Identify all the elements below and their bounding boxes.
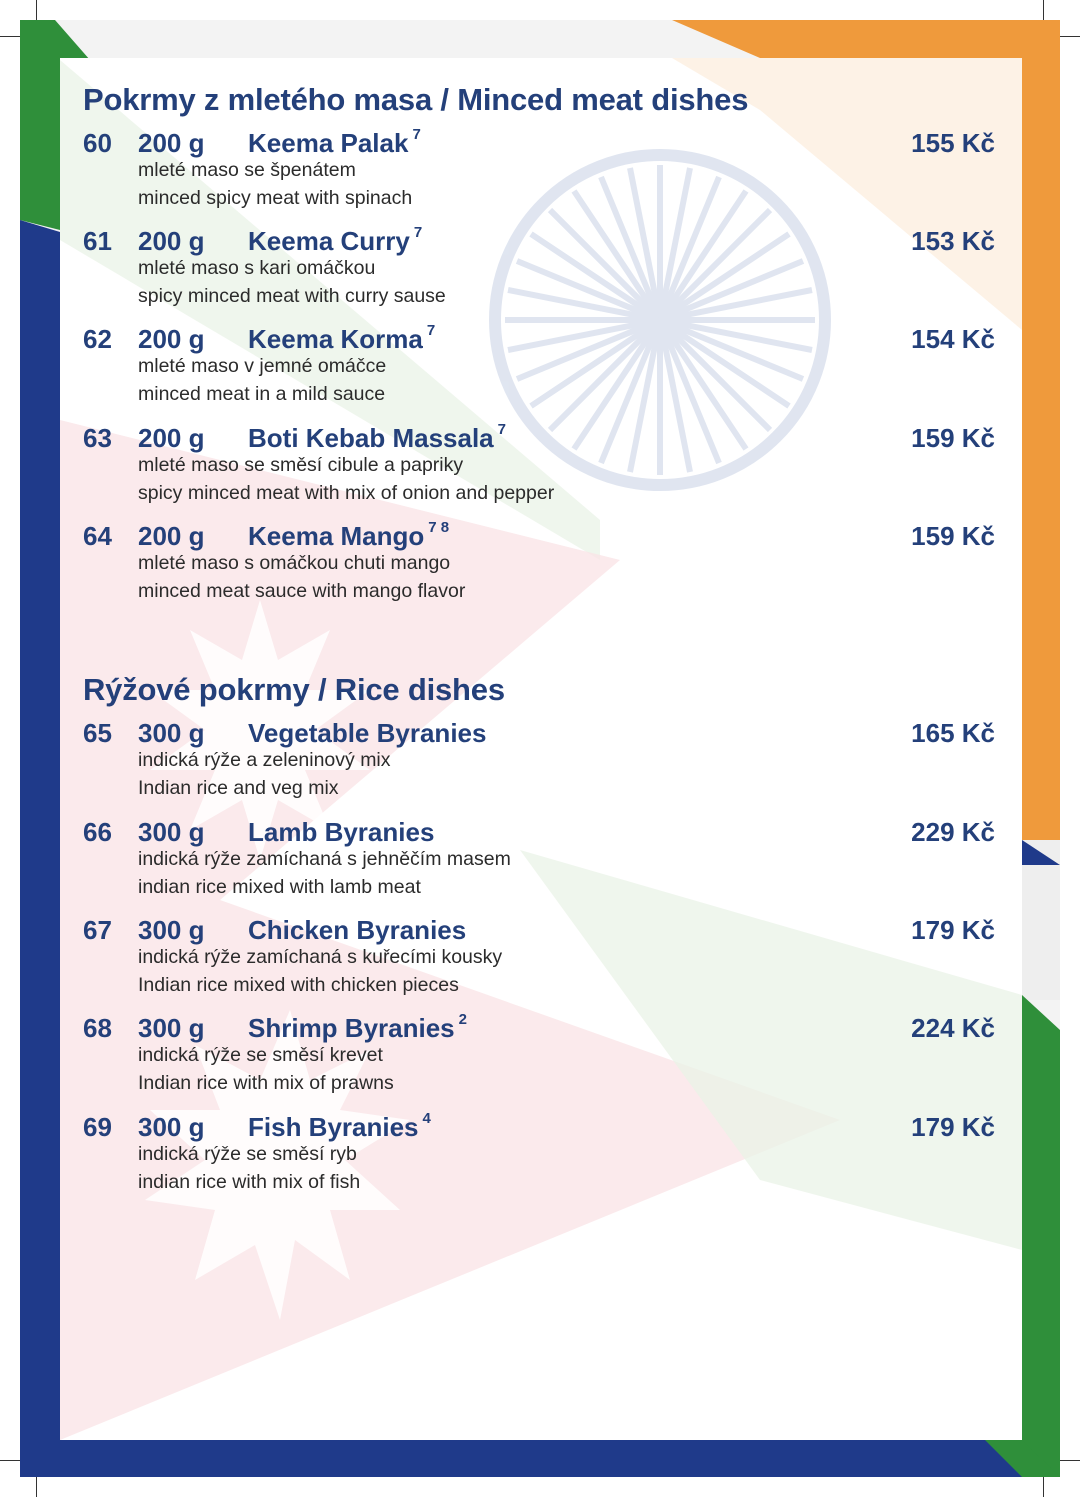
item-desc-en: minced meat in a mild sauce bbox=[138, 383, 386, 405]
item-allergens: 4 bbox=[422, 1110, 431, 1127]
item-weight: 300 g bbox=[138, 1112, 205, 1142]
item-allergens: 7 8 bbox=[428, 519, 450, 536]
item-desc-en: minced spicy meat with spinach bbox=[138, 187, 413, 209]
item-number: 62 bbox=[83, 324, 112, 354]
item-desc-en: Indian rice mixed with chicken pieces bbox=[138, 974, 459, 996]
item-number: 61 bbox=[83, 226, 112, 256]
item-name: Boti Kebab Massala $^7$ bbox=[248, 421, 506, 453]
item-price: 224 Kč bbox=[911, 1013, 995, 1043]
item-number: 68 bbox=[83, 1013, 112, 1043]
item-weight: 200 g bbox=[138, 423, 205, 453]
item-name: Keema Curry $^7$ bbox=[248, 224, 423, 256]
item-desc-cz: mleté maso se směsí cibule a papriky bbox=[138, 454, 464, 476]
item-desc-en: Indian rice and veg mix bbox=[138, 777, 339, 799]
item-allergens: 7 bbox=[413, 224, 423, 241]
item-desc-cz: indická rýže a zeleninový mix bbox=[138, 749, 391, 771]
item-weight: 300 g bbox=[138, 817, 205, 847]
item-weight: 300 g bbox=[138, 718, 205, 748]
item-number: 64 bbox=[83, 521, 112, 551]
item-weight: 200 g bbox=[138, 226, 205, 256]
item-price: 155 Kč bbox=[911, 128, 995, 158]
item-price: 159 Kč bbox=[911, 521, 995, 551]
item-weight: 300 g bbox=[138, 915, 205, 945]
item-desc-cz: indická rýže zamíchaná s jehněčím masem bbox=[138, 848, 511, 870]
item-name: Keema Korma $^7$ bbox=[248, 322, 436, 354]
item-desc-cz: indická rýže se směsí ryb bbox=[138, 1143, 357, 1165]
item-desc-en: minced meat sauce with mango flavor bbox=[138, 580, 466, 602]
item-number: 67 bbox=[83, 915, 112, 945]
menu-item bbox=[83, 324, 995, 416]
menu-item bbox=[83, 226, 995, 318]
item-weight: 200 g bbox=[138, 521, 205, 551]
item-allergens: 7 bbox=[426, 322, 436, 339]
menu-item bbox=[83, 817, 995, 909]
section-title-minced-meat: Pokrmy z mletého masa / Minced meat dishes bbox=[83, 82, 749, 117]
item-number: 66 bbox=[83, 817, 112, 847]
item-desc-en: spicy minced meat with curry sause bbox=[138, 285, 446, 307]
item-desc-en: Indian rice with mix of prawns bbox=[138, 1072, 394, 1094]
menu-item bbox=[83, 128, 995, 220]
item-number: 63 bbox=[83, 423, 112, 453]
item-price: 165 Kč bbox=[911, 718, 995, 748]
item-name: Fish Byranies $^4$ bbox=[248, 1110, 431, 1142]
item-name: Shrimp Byranies $^2$ bbox=[248, 1011, 467, 1043]
item-name: Lamb Byranies bbox=[248, 817, 435, 847]
item-number: 69 bbox=[83, 1112, 112, 1142]
section-title-rice: Rýžové pokrmy / Rice dishes bbox=[83, 672, 505, 707]
menu-item bbox=[83, 521, 995, 613]
item-weight: 300 g bbox=[138, 1013, 205, 1043]
item-weight: 200 g bbox=[138, 324, 205, 354]
menu-item bbox=[83, 423, 995, 515]
item-desc-en: spicy minced meat with mix of onion and pepper bbox=[138, 482, 555, 504]
item-number: 60 bbox=[83, 128, 112, 158]
item-price: 179 Kč bbox=[911, 1112, 995, 1142]
menu-item bbox=[83, 915, 995, 1007]
item-name: Vegetable Byranies bbox=[248, 718, 487, 748]
item-number: 65 bbox=[83, 718, 112, 748]
item-name: Keema Mango $^{7 8}$ bbox=[248, 519, 450, 551]
item-name: Chicken Byranies bbox=[248, 915, 467, 945]
item-price: 154 Kč bbox=[911, 324, 995, 354]
menu-item bbox=[83, 718, 995, 810]
item-desc-cz: mleté maso se špenátem bbox=[138, 159, 356, 181]
menu-item bbox=[83, 1013, 995, 1105]
item-desc-cz: mleté maso s kari omáčkou bbox=[138, 257, 376, 279]
item-desc-cz: indická rýže zamíchaná s kuřecími kousky bbox=[138, 946, 503, 968]
item-allergens: 7 bbox=[412, 126, 421, 143]
item-desc-cz: mleté maso s omáčkou chuti mango bbox=[138, 552, 451, 574]
item-desc-cz: mleté maso v jemné omáčce bbox=[138, 355, 387, 377]
item-desc-cz: indická rýže se směsí krevet bbox=[138, 1044, 383, 1066]
item-allergens: 2 bbox=[458, 1011, 467, 1028]
item-allergens: 7 bbox=[497, 421, 506, 438]
item-price: 159 Kč bbox=[911, 423, 995, 453]
item-price: 153 Kč bbox=[911, 226, 995, 256]
item-weight: 200 g bbox=[138, 128, 205, 158]
item-price: 229 Kč bbox=[911, 817, 995, 847]
menu-item bbox=[83, 1112, 995, 1204]
item-desc-en: indian rice with mix of fish bbox=[138, 1171, 361, 1193]
item-price: 179 Kč bbox=[911, 915, 995, 945]
item-desc-en: indian rice mixed with lamb meat bbox=[138, 876, 421, 898]
item-name: Keema Palak $^7$ bbox=[248, 126, 421, 158]
